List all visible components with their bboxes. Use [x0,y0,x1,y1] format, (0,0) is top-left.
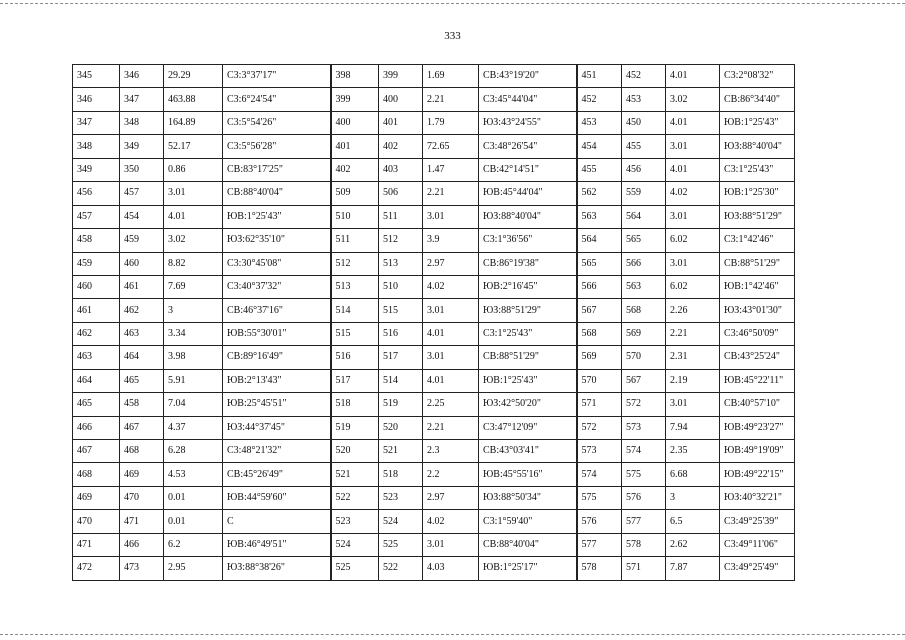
distance-cell: 7.04 [164,393,223,416]
distance-cell: 463.88 [164,88,223,111]
bearing-cell: С3:40°37'32" [223,275,331,298]
to-point-cell: 402 [379,135,423,158]
distance-cell: 72.65 [423,135,479,158]
table-row [73,135,795,158]
distance-cell: 3.98 [164,346,223,369]
to-point-cell: 571 [622,557,666,580]
to-point-cell: 452 [622,65,666,88]
from-point-cell: 399 [331,88,379,111]
from-point-cell: 576 [577,510,622,533]
bearing-cell: С3:49°25'49" [720,557,795,580]
distance-cell: 4.01 [423,322,479,345]
bearing-cell: ЮЗ:44°37'45" [223,416,331,439]
from-point-cell: 566 [577,275,622,298]
table-row [73,533,795,556]
to-point-cell: 511 [379,205,423,228]
bearing-cell: СВ:43°03'41" [479,440,577,463]
table-row [73,346,795,369]
to-point-cell: 513 [379,252,423,275]
distance-cell: 5.91 [164,369,223,392]
from-point-cell: 468 [73,463,120,486]
to-point-cell: 453 [622,88,666,111]
distance-cell: 4.02 [423,510,479,533]
from-point-cell: 460 [73,275,120,298]
from-point-cell: 462 [73,322,120,345]
to-point-cell: 459 [120,229,164,252]
distance-cell: 6.28 [164,440,223,463]
from-point-cell: 513 [331,275,379,298]
bearing-cell: ЮВ:1°25'30" [720,182,795,205]
bearing-cell: СВ:89°16'49" [223,346,331,369]
bearing-cell: ЮЗ:88°38'26" [223,557,331,580]
distance-cell: 2.2 [423,463,479,486]
from-point-cell: 572 [577,416,622,439]
bearing-cell: СВ:42°14'51" [479,158,577,181]
bearing-cell: ЮЗ:40°32'21" [720,486,795,509]
from-point-cell: 346 [73,88,120,111]
to-point-cell: 465 [120,369,164,392]
to-point-cell: 467 [120,416,164,439]
table-row [73,229,795,252]
to-point-cell: 515 [379,299,423,322]
distance-cell: 1.69 [423,65,479,88]
bearing-cell: ЮВ:49°22'15" [720,463,795,486]
from-point-cell: 345 [73,65,120,88]
distance-cell: 3.34 [164,322,223,345]
distance-cell: 4.02 [666,182,720,205]
to-point-cell: 403 [379,158,423,181]
distance-cell: 6.02 [666,275,720,298]
to-point-cell: 456 [622,158,666,181]
distance-cell: 3.01 [423,346,479,369]
bearing-cell: ЮВ:49°19'09" [720,440,795,463]
distance-cell: 3.01 [666,393,720,416]
bearing-cell: СВ:43°25'24" [720,346,795,369]
bearing-cell: СВ:88°40'04" [223,182,331,205]
distance-cell: 0.01 [164,510,223,533]
from-point-cell: 454 [577,135,622,158]
top-scan-border [0,3,905,4]
distance-cell: 4.01 [666,111,720,134]
distance-cell: 1.79 [423,111,479,134]
table-row [73,88,795,111]
distance-cell: 3.01 [666,252,720,275]
table-row [73,557,795,580]
from-point-cell: 568 [577,322,622,345]
bearing-cell: С3:6°24'54" [223,88,331,111]
to-point-cell: 466 [120,533,164,556]
bearing-cell: СВ:88°51'29" [479,346,577,369]
distance-cell: 2.21 [423,416,479,439]
bearing-cell: С [223,510,331,533]
to-point-cell: 522 [379,557,423,580]
distance-cell: 2.95 [164,557,223,580]
from-point-cell: 525 [331,557,379,580]
from-point-cell: 510 [331,205,379,228]
bearing-cell: ЮЗ:43°01'30" [720,299,795,322]
coordinates-table-body [73,65,795,581]
to-point-cell: 517 [379,346,423,369]
from-point-cell: 562 [577,182,622,205]
distance-cell: 29.29 [164,65,223,88]
from-point-cell: 573 [577,440,622,463]
distance-cell: 4.01 [666,158,720,181]
from-point-cell: 349 [73,158,120,181]
distance-cell: 7.94 [666,416,720,439]
bearing-cell: С3:2°08'32" [720,65,795,88]
table-row [73,510,795,533]
to-point-cell: 468 [120,440,164,463]
distance-cell: 6.2 [164,533,223,556]
bearing-cell: С3:46°50'09" [720,322,795,345]
to-point-cell: 569 [622,322,666,345]
table-row [73,275,795,298]
to-point-cell: 577 [622,510,666,533]
coordinates-table-container [72,64,795,581]
from-point-cell: 564 [577,229,622,252]
distance-cell: 2.25 [423,393,479,416]
distance-cell: 2.21 [423,88,479,111]
from-point-cell: 452 [577,88,622,111]
bearing-cell: ЮВ:1°25'43" [479,369,577,392]
distance-cell: 2.35 [666,440,720,463]
from-point-cell: 401 [331,135,379,158]
to-point-cell: 348 [120,111,164,134]
bearing-cell: С3:1°25'43" [720,158,795,181]
distance-cell: 4.02 [423,275,479,298]
bearing-cell: С3:1°42'46" [720,229,795,252]
to-point-cell: 521 [379,440,423,463]
to-point-cell: 520 [379,416,423,439]
table-row [73,299,795,322]
from-point-cell: 348 [73,135,120,158]
from-point-cell: 518 [331,393,379,416]
to-point-cell: 575 [622,463,666,486]
distance-cell: 6.68 [666,463,720,486]
bearing-cell: С3:3°37'17" [223,65,331,88]
distance-cell: 52.17 [164,135,223,158]
distance-cell: 2.62 [666,533,720,556]
to-point-cell: 450 [622,111,666,134]
from-point-cell: 570 [577,369,622,392]
to-point-cell: 349 [120,135,164,158]
from-point-cell: 516 [331,346,379,369]
bearing-cell: ЮВ:1°25'43" [223,205,331,228]
bearing-cell: СВ:46°37'16" [223,299,331,322]
table-row [73,111,795,134]
to-point-cell: 461 [120,275,164,298]
coordinates-table [72,64,795,581]
to-point-cell: 566 [622,252,666,275]
to-point-cell: 570 [622,346,666,369]
bearing-cell: СВ:45°26'49" [223,463,331,486]
to-point-cell: 568 [622,299,666,322]
from-point-cell: 565 [577,252,622,275]
distance-cell: 4.01 [666,65,720,88]
from-point-cell: 512 [331,252,379,275]
to-point-cell: 463 [120,322,164,345]
distance-cell: 2.97 [423,252,479,275]
to-point-cell: 510 [379,275,423,298]
to-point-cell: 470 [120,486,164,509]
to-point-cell: 573 [622,416,666,439]
to-point-cell: 519 [379,393,423,416]
from-point-cell: 451 [577,65,622,88]
to-point-cell: 399 [379,65,423,88]
to-point-cell: 564 [622,205,666,228]
from-point-cell: 400 [331,111,379,134]
to-point-cell: 559 [622,182,666,205]
to-point-cell: 578 [622,533,666,556]
bearing-cell: ЮВ:2°13'43" [223,369,331,392]
table-row [73,158,795,181]
distance-cell: 3.01 [666,205,720,228]
from-point-cell: 458 [73,229,120,252]
bearing-cell: ЮВ:55°30'01" [223,322,331,345]
table-row [73,463,795,486]
distance-cell: 0.86 [164,158,223,181]
bearing-cell: С3:30°45'08" [223,252,331,275]
to-point-cell: 514 [379,369,423,392]
to-point-cell: 567 [622,369,666,392]
to-point-cell: 523 [379,486,423,509]
from-point-cell: 463 [73,346,120,369]
to-point-cell: 455 [622,135,666,158]
distance-cell: 2.26 [666,299,720,322]
from-point-cell: 453 [577,111,622,134]
bearing-cell: СВ:88°51'29" [720,252,795,275]
distance-cell: 164.89 [164,111,223,134]
to-point-cell: 460 [120,252,164,275]
from-point-cell: 457 [73,205,120,228]
bearing-cell: С3:48°26'54" [479,135,577,158]
from-point-cell: 524 [331,533,379,556]
to-point-cell: 401 [379,111,423,134]
bearing-cell: ЮВ:44°59'60" [223,486,331,509]
bearing-cell: ЮВ:1°42'46" [720,275,795,298]
bearing-cell: С3:45°44'04" [479,88,577,111]
table-row [73,393,795,416]
bearing-cell: СВ:43°19'20" [479,65,577,88]
from-point-cell: 402 [331,158,379,181]
bearing-cell: С3:1°36'56" [479,229,577,252]
to-point-cell: 574 [622,440,666,463]
from-point-cell: 472 [73,557,120,580]
to-point-cell: 469 [120,463,164,486]
distance-cell: 3.01 [423,533,479,556]
distance-cell: 1.47 [423,158,479,181]
from-point-cell: 455 [577,158,622,181]
to-point-cell: 506 [379,182,423,205]
to-point-cell: 462 [120,299,164,322]
to-point-cell: 350 [120,158,164,181]
from-point-cell: 511 [331,229,379,252]
from-point-cell: 522 [331,486,379,509]
distance-cell: 3.01 [423,299,479,322]
from-point-cell: 459 [73,252,120,275]
distance-cell: 7.87 [666,557,720,580]
from-point-cell: 574 [577,463,622,486]
bearing-cell: ЮЗ:42°50'20" [479,393,577,416]
bearing-cell: ЮВ:49°23'27" [720,416,795,439]
bearing-cell: ЮВ:2°16'45" [479,275,577,298]
distance-cell: 3.01 [164,182,223,205]
distance-cell: 7.69 [164,275,223,298]
from-point-cell: 578 [577,557,622,580]
distance-cell: 8.82 [164,252,223,275]
distance-cell: 4.03 [423,557,479,580]
from-point-cell: 347 [73,111,120,134]
from-point-cell: 523 [331,510,379,533]
bearing-cell: ЮЗ:88°51'29" [479,299,577,322]
to-point-cell: 576 [622,486,666,509]
bearing-cell: ЮВ:45°55'16" [479,463,577,486]
to-point-cell: 471 [120,510,164,533]
to-point-cell: 346 [120,65,164,88]
distance-cell: 6.02 [666,229,720,252]
distance-cell: 4.01 [423,369,479,392]
bearing-cell: СВ:88°40'04" [479,533,577,556]
from-point-cell: 466 [73,416,120,439]
to-point-cell: 464 [120,346,164,369]
from-point-cell: 515 [331,322,379,345]
distance-cell: 2.3 [423,440,479,463]
distance-cell: 2.97 [423,486,479,509]
to-point-cell: 457 [120,182,164,205]
bearing-cell: СВ:86°34'40" [720,88,795,111]
bearing-cell: ЮВ:1°25'17" [479,557,577,580]
distance-cell: 3.02 [164,229,223,252]
table-row [73,486,795,509]
table-row [73,369,795,392]
table-row [73,65,795,88]
bearing-cell: С3:49°11'06" [720,533,795,556]
to-point-cell: 512 [379,229,423,252]
distance-cell: 4.53 [164,463,223,486]
distance-cell: 4.01 [164,205,223,228]
bearing-cell: С3:49°25'39" [720,510,795,533]
from-point-cell: 577 [577,533,622,556]
distance-cell: 3.02 [666,88,720,111]
distance-cell: 0.01 [164,486,223,509]
bearing-cell: С3:47°12'09" [479,416,577,439]
from-point-cell: 521 [331,463,379,486]
to-point-cell: 563 [622,275,666,298]
from-point-cell: 398 [331,65,379,88]
bearing-cell: ЮЗ:62°35'10" [223,229,331,252]
table-row [73,416,795,439]
from-point-cell: 467 [73,440,120,463]
table-row [73,322,795,345]
distance-cell: 6.5 [666,510,720,533]
from-point-cell: 465 [73,393,120,416]
from-point-cell: 569 [577,346,622,369]
bottom-scan-border [0,634,905,635]
to-point-cell: 454 [120,205,164,228]
to-point-cell: 400 [379,88,423,111]
to-point-cell: 524 [379,510,423,533]
from-point-cell: 471 [73,533,120,556]
bearing-cell: С3:5°54'26" [223,111,331,134]
bearing-cell: СВ:83°17'25" [223,158,331,181]
bearing-cell: С3:1°59'40" [479,510,577,533]
from-point-cell: 461 [73,299,120,322]
distance-cell: 2.21 [423,182,479,205]
from-point-cell: 520 [331,440,379,463]
distance-cell: 2.19 [666,369,720,392]
bearing-cell: СВ:40°57'10" [720,393,795,416]
distance-cell: 3.9 [423,229,479,252]
table-row [73,252,795,275]
bearing-cell: ЮВ:25°45'51" [223,393,331,416]
distance-cell: 3 [666,486,720,509]
bearing-cell: ЮЗ:43°24'55" [479,111,577,134]
distance-cell: 3.01 [666,135,720,158]
bearing-cell: С3:48°21'32" [223,440,331,463]
to-point-cell: 473 [120,557,164,580]
page-number: 333 [444,30,461,42]
bearing-cell: ЮЗ:88°50'34" [479,486,577,509]
to-point-cell: 565 [622,229,666,252]
from-point-cell: 567 [577,299,622,322]
bearing-cell: С3:1°25'43" [479,322,577,345]
distance-cell: 4.37 [164,416,223,439]
bearing-cell: ЮВ:46°49'51" [223,533,331,556]
bearing-cell: ЮВ:45°22'11" [720,369,795,392]
bearing-cell: ЮЗ:88°40'04" [720,135,795,158]
from-point-cell: 469 [73,486,120,509]
distance-cell: 2.31 [666,346,720,369]
from-point-cell: 509 [331,182,379,205]
to-point-cell: 518 [379,463,423,486]
from-point-cell: 519 [331,416,379,439]
to-point-cell: 525 [379,533,423,556]
from-point-cell: 563 [577,205,622,228]
to-point-cell: 458 [120,393,164,416]
distance-cell: 3.01 [423,205,479,228]
from-point-cell: 575 [577,486,622,509]
to-point-cell: 347 [120,88,164,111]
bearing-cell: ЮВ:45°44'04" [479,182,577,205]
table-row [73,182,795,205]
bearing-cell: С3:5°56'28" [223,135,331,158]
from-point-cell: 470 [73,510,120,533]
bearing-cell: ЮВ:1°25'43" [720,111,795,134]
from-point-cell: 464 [73,369,120,392]
bearing-cell: ЮЗ:88°51'29" [720,205,795,228]
table-row [73,205,795,228]
to-point-cell: 572 [622,393,666,416]
from-point-cell: 571 [577,393,622,416]
bearing-cell: ЮЗ:88°40'04" [479,205,577,228]
distance-cell: 2.21 [666,322,720,345]
from-point-cell: 456 [73,182,120,205]
bearing-cell: СВ:86°19'38" [479,252,577,275]
table-row [73,440,795,463]
from-point-cell: 514 [331,299,379,322]
to-point-cell: 516 [379,322,423,345]
from-point-cell: 517 [331,369,379,392]
distance-cell: 3 [164,299,223,322]
